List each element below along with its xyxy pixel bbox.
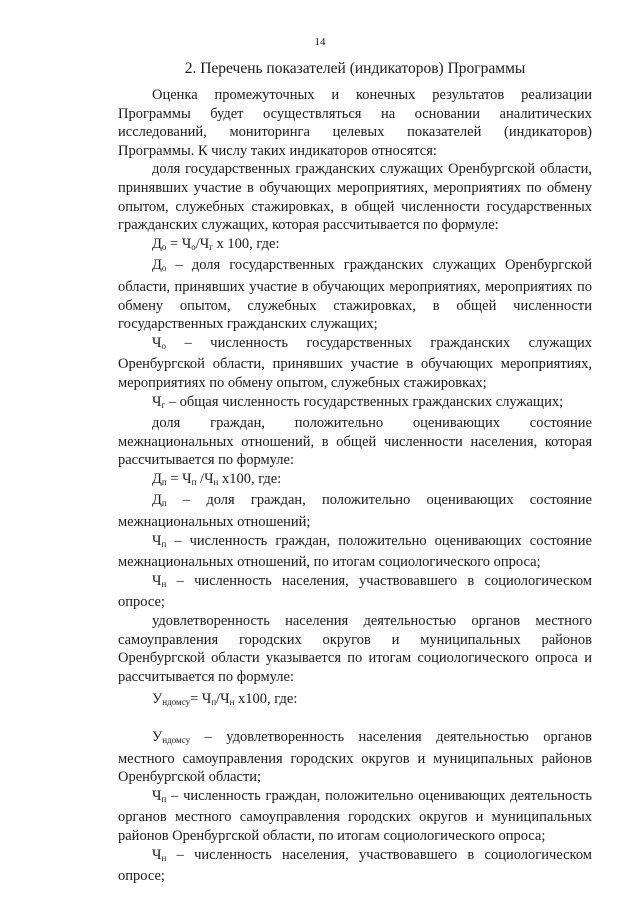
indicator-2-definition: $Д_п$ – доля граждан, положительно оценивающих состояние межнациональных отношений; (118, 492, 592, 531)
indicator-2-formula: $Д_п = Ч_п$ $/Ч_н$ х100, где: (152, 470, 282, 487)
indicator-3-definition: $Ч_н$ – численность населения, участвовавшего в социологическом опросе; (118, 846, 592, 885)
definition-symbol: $Ч_н$ (152, 572, 167, 589)
definition-symbol: $Ч_г$ (152, 393, 166, 410)
definition-symbol: $Ч_н$ (152, 846, 167, 863)
indicator-1-definition: $Д_о$ – доля государственных гражданских служащих Оренбургской области, принявших участие в обучающих мероприятиях, мероприятиях по обмену опытом, служебных стажировках, в общей численности государственных гражданских служащих; (118, 257, 592, 333)
indicator-1-definition: $Ч_о$ – численность государственных гражданских служащих Оренбургской области, принявших участие в обучающих мероприятиях, мероприятиях по обмену опытом, служебных стажировках; (118, 334, 592, 391)
indicator-2-definition: $Ч_п$ – численность граждан, положительно оценивающих состояние межнациональных отношений, по итогам социологического опроса; (118, 532, 592, 571)
definition-symbol: $Ч_п$ (152, 787, 167, 804)
indicator-3-definition: $У_{ндомсу}$ – удовлетворенность населения деятельностью органов местного самоуправления городских округов и муниципальных районов Оренбургской области; (118, 729, 592, 786)
page-number: 14 (314, 36, 326, 48)
indicator-3-definition: $Ч_п$ – численность граждан, положительно оценивающих деятельность органов местного самоуправления городских округов и муниципальных районов Оренбургской области, по итогам социологического опроса; (118, 787, 592, 844)
definition-symbol: $Д_о$ (152, 257, 167, 274)
indicator-1-definition: $Ч_г$ – общая численность государственных гражданских служащих; (152, 393, 564, 410)
indicator-3-formula: $У_{ндомсу}= Ч_п/Ч_н$ х100, где: (152, 691, 298, 708)
document-body (118, 86, 592, 886)
indicator-1-formula: $Д_о = Ч_о/Ч_г$ х 100, где: (152, 235, 280, 252)
indicator-2-description: доля граждан, положительно оценивающих состояние межнациональных отношений, в общей численности населения, которая рассчитывается по формуле: (118, 415, 592, 469)
intro-paragraph: Оценка промежуточных и конечных результатов реализации Программы будет осуществляться на основании аналитических исследований, мониторинга целевых показателей (индикаторов) Программы. К числу таких индикаторов относятся: (118, 87, 592, 159)
definition-symbol: $Д_п$ (152, 492, 167, 509)
indicator-2-definition: $Ч_н$ – численность населения, участвовавшего в социологическом опросе; (118, 572, 592, 611)
section-heading: 2. Перечень показателей (индикаторов) Программы (184, 60, 526, 77)
definition-symbol: $У_{ндомсу}$ (152, 729, 191, 745)
indicator-1-description: доля государственных гражданских служащих Оренбургской области, принявших участие в обучающих мероприятиях, мероприятиях по обмену опытом, служебных стажировках, в общей численности государственных гражданских служащих, которая рассчитывается по формуле: (118, 161, 592, 234)
definition-symbol: $Ч_п$ (152, 532, 167, 549)
definition-symbol: $Ч_о$ (152, 334, 166, 351)
indicator-3-description: удовлетворенность населения деятельностью органов местного самоуправления городских округов и муниципальных районов Оренбургской области указывается по итогам социологического опроса и рассчитывается по формуле: (118, 613, 592, 685)
